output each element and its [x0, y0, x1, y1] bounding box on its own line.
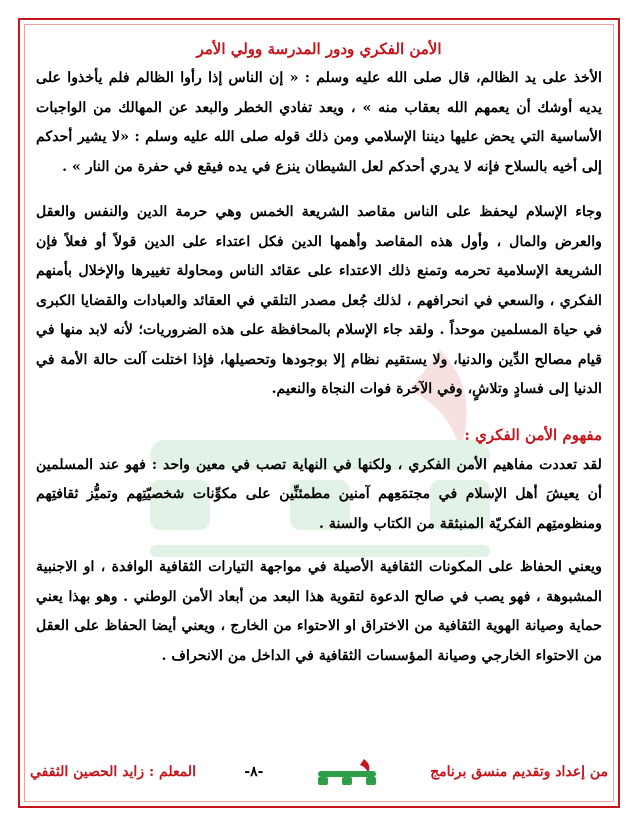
document-body — [36, 36, 602, 766]
paragraph-1: الأخذ على يد الظالم، قال صلى الله عليه وسلم : « إن الناس إذا رأوا الظالم فلم يأخذوا على يديه أوشك أن يعمهم الله بعقاب منه » ، ويعد تفادي الخطر والبعد عن المهالك من الواجبات الأساسية التي يحض عليها ديننا الإسلامي ومن ذلك قوله صلى الله عليه وسلم : «لا يشير أحدكم إلى أخيه بالسلاح فإنه لا يدري أحدكم لعل الشيطان ينزع في يده فيقع في حفرة من النار » . — [36, 70, 602, 175]
section-paragraph-1: لقد تعددت مفاهيم الأمن الفكري ، ولكنها في النهاية تصب في معين واحد : فهو عند المسلمين أن يعيشَ أهل الإسلام في مجتمَعِهم آمنين مطمئنِّين على مكوِّنات شخصيّتِهم وتميُّز ثقافتِهم ومنظومتِهم الفكريّة المنبثقة من الكتاب والسنة . — [36, 456, 602, 532]
page-title: الأمن الفكري ودور المدرسة وولي الأمر — [196, 40, 442, 58]
section-heading: مفهوم الأمن الفكري : — [464, 425, 602, 444]
paragraph-2: وجاء الإسلام ليحفظ على الناس مقاصد الشريعة الخمس وهي حرمة الدين والنفس والعقل والعرض والمال ، وأول هذه المقاصد وأهمها الدين فكل اعتداء على الدين قولاً أو فعلاً فإن الشريعة الإسلامية تحرمه وتمنع ذلك الاعتداء على عقائد الناس ومحاولة تغييرها والإخلال بأمنهم الفكري ، والسعي في انحرافهم ، لذلك جُعل مصدر التلقي في العقائد والعبادات والقضايا الكبرى في حياة المسلمين موحداً . ولقد جاء الإسلام بالمحافظة على هذه الضروريات؛ لأنه لابد منها في قيام مصالح الدِّين والدنيا، ولا يستقيم نظام إلا بوجودها وتحصيلها، فإذا اختلت آلت حالة الأمة في الدنيا إلى فسادٍ وتلاشٍ، وفي الآخرة فوات النجاة والنعيم. — [36, 204, 602, 397]
page-footer — [30, 752, 608, 792]
fatin-logo-icon — [312, 757, 382, 787]
section-paragraph-2: ويعني الحفاظ على المكونات الثقافية الأصيلة في مواجهة التيارات الثقافية الوافدة ، او الاجنبية المشبوهة ، فهو يصب في صالح الدعوة لتقوية هذا البعد من أبعاد الأمن الوطني . وهو بهذا يعني حماية وصيانة الهوية الثقافية من الاختراق او الاحتواء من الخارج ، ويعني أيضا الحفاظ على العقل من الاحتواء الخارجي وصيانة المؤسسات الثقافية في الداخل من الانحراف . — [36, 559, 602, 664]
footer-teacher: المعلم : زايد الحصين الثقفي — [30, 764, 196, 780]
page-number: -٨- — [244, 764, 264, 780]
footer-prepared-by: من إعداد وتقديم منسق برنامج — [430, 764, 608, 780]
